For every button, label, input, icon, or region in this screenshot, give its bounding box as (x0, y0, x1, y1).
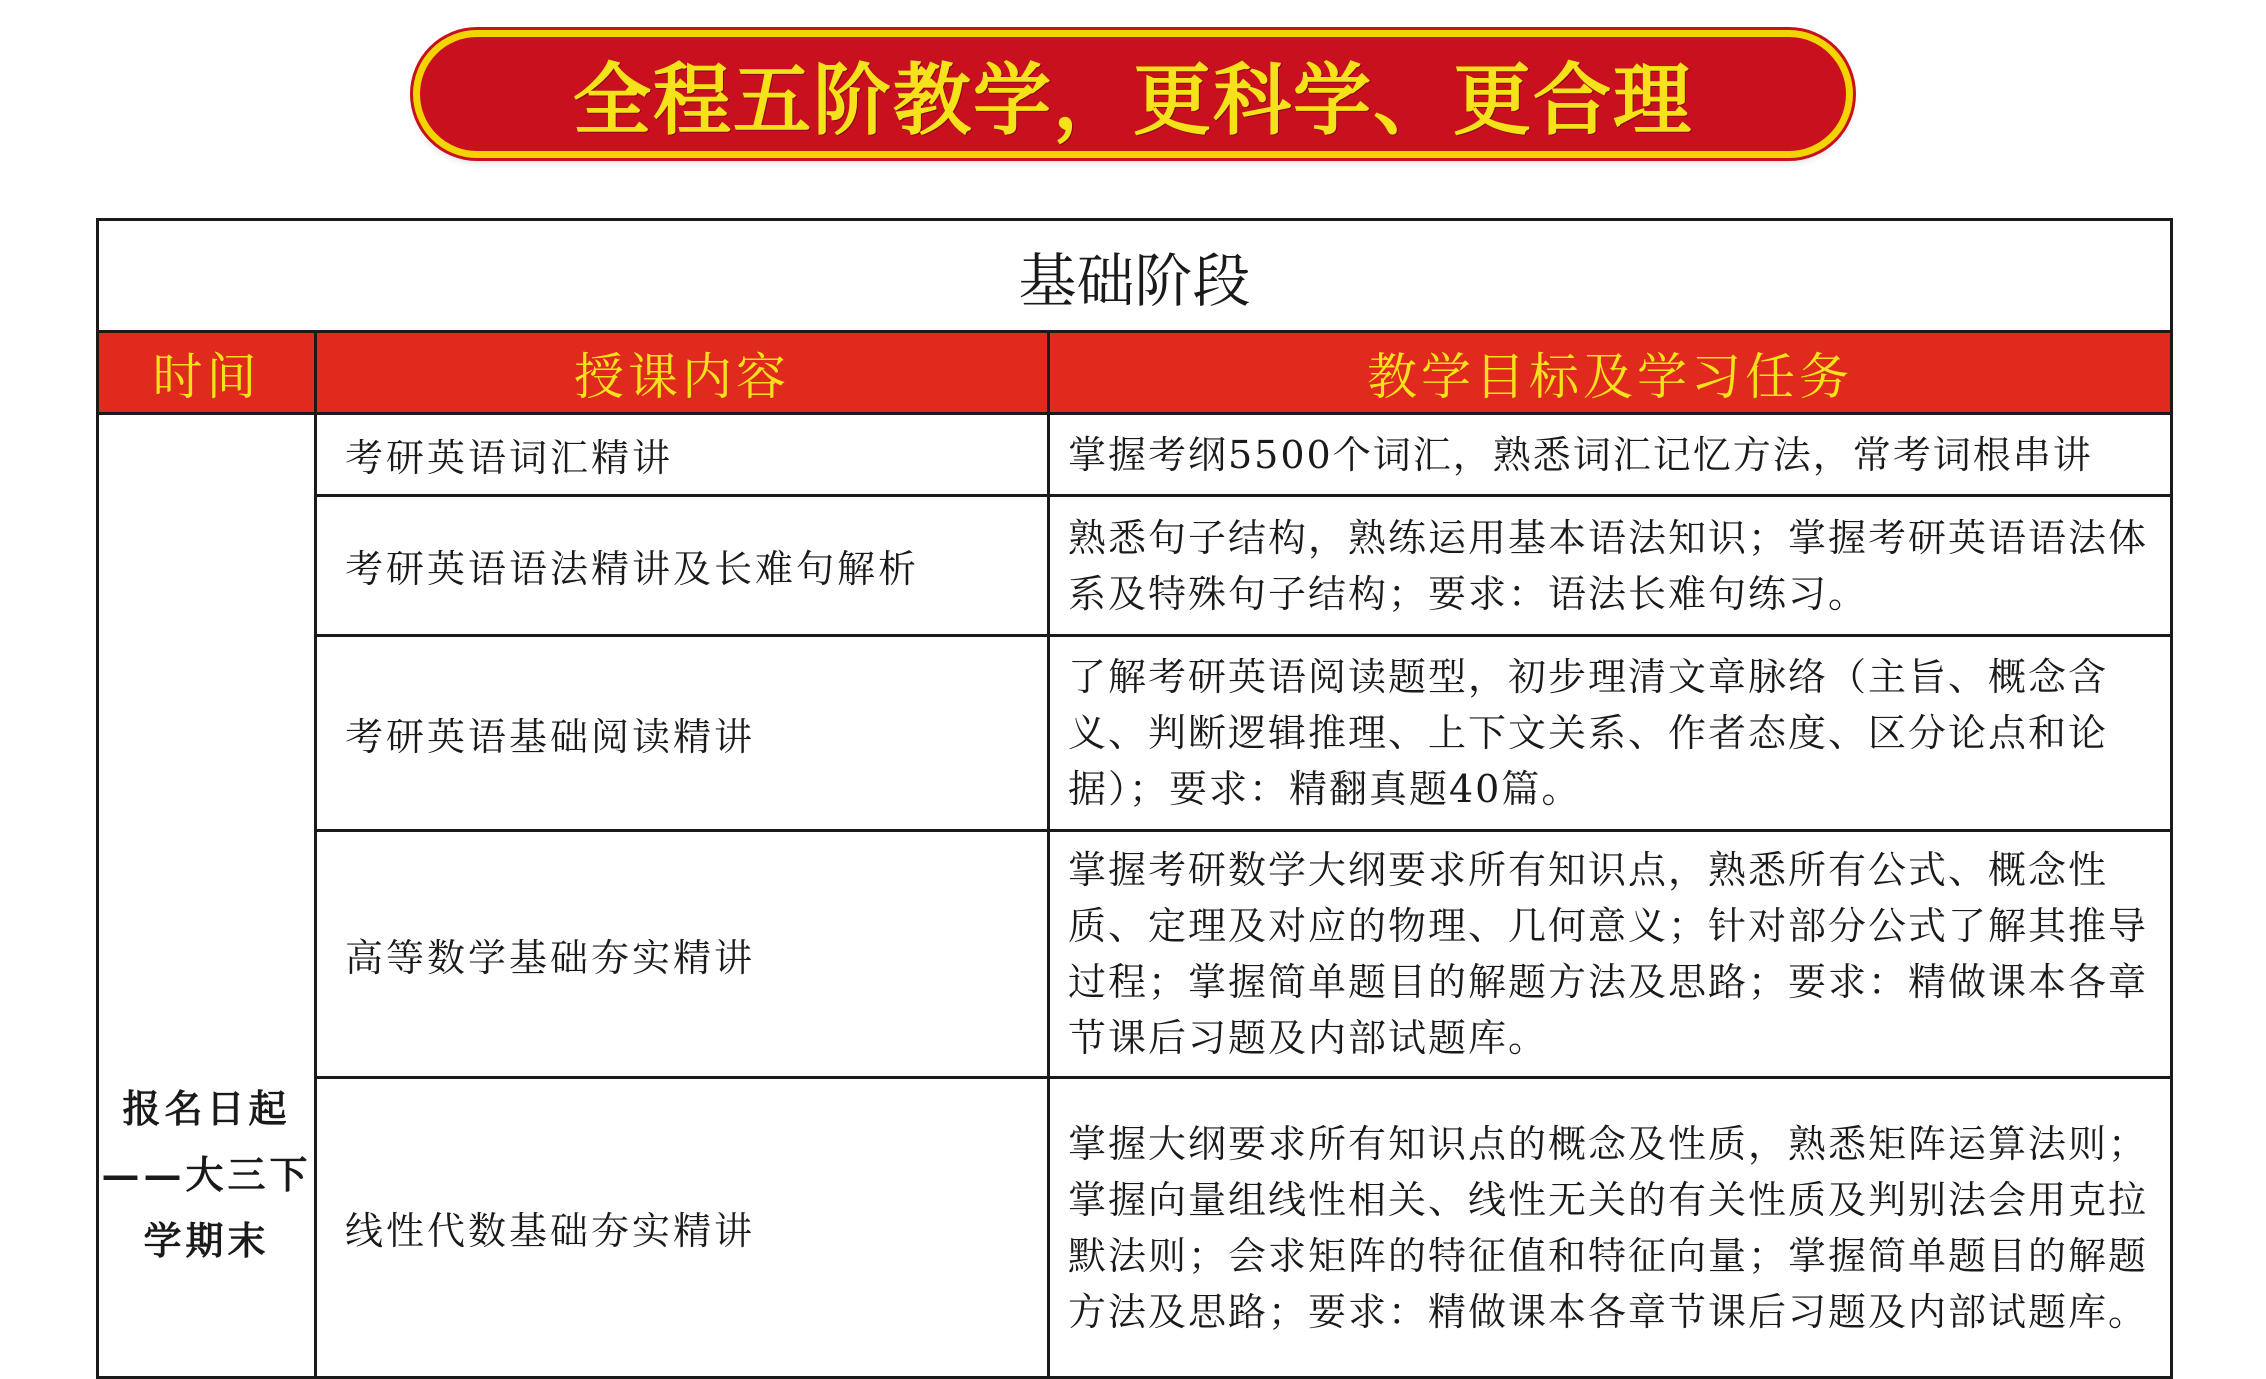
table-row (98, 831, 2172, 1078)
course-cell: 考研英语语法精讲及长难句解析 (316, 496, 1049, 636)
course-cell: 线性代数基础夯实精讲 (316, 1078, 1049, 1378)
goal-cell: 熟悉句子结构，熟练运用基本语法知识；掌握考研英语语法体系及特殊句子结构；要求：语法长难句练习。 (1049, 496, 2172, 636)
goal-cell: 了解考研英语阅读题型，初步理清文章脉络（主旨、概念含义、判断逻辑推理、上下文关系、作者态度、区分论点和论据）；要求：精翻真题40篇。 (1049, 636, 2172, 831)
table-row (98, 1078, 2172, 1378)
time-period-cell: 报名日起——大三下学期末 (98, 414, 316, 1378)
course-cell: 高等数学基础夯实精讲 (316, 831, 1049, 1078)
table-row (98, 496, 2172, 636)
course-cell: 考研英语词汇精讲 (316, 414, 1049, 496)
goal-cell: 掌握大纲要求所有知识点的概念及性质，熟悉矩阵运算法则；掌握向量组线性相关、线性无关的有关性质及判别法会用克拉默法则；会求矩阵的特征值和特征向量；掌握简单题目的解题方法及思路；要求：精做课本各章节课后习题及内部试题库。 (1049, 1078, 2172, 1378)
table-row (98, 636, 2172, 831)
header-course: 授课内容 (316, 332, 1049, 414)
table-row (98, 414, 2172, 496)
stage-title-row (98, 220, 2172, 332)
stage-title: 基础阶段 (98, 220, 2172, 332)
header-time: 时间 (98, 332, 316, 414)
course-cell: 考研英语基础阅读精讲 (316, 636, 1049, 831)
title-banner (413, 30, 1853, 158)
goal-cell: 掌握考纲5500个词汇，熟悉词汇记忆方法，常考词根串讲 (1049, 414, 2172, 496)
schedule-table (96, 218, 2173, 1379)
header-goal: 教学目标及学习任务 (1049, 332, 2172, 414)
goal-cell: 掌握考研数学大纲要求所有知识点，熟悉所有公式、概念性质、定理及对应的物理、几何意义；针对部分公式了解其推导过程；掌握简单题目的解题方法及思路；要求：精做课本各章节课后习题及内部试题库。 (1049, 831, 2172, 1078)
table-header-row (98, 332, 2172, 414)
banner-title: 全程五阶教学，更科学、更合理 (572, 56, 1693, 146)
